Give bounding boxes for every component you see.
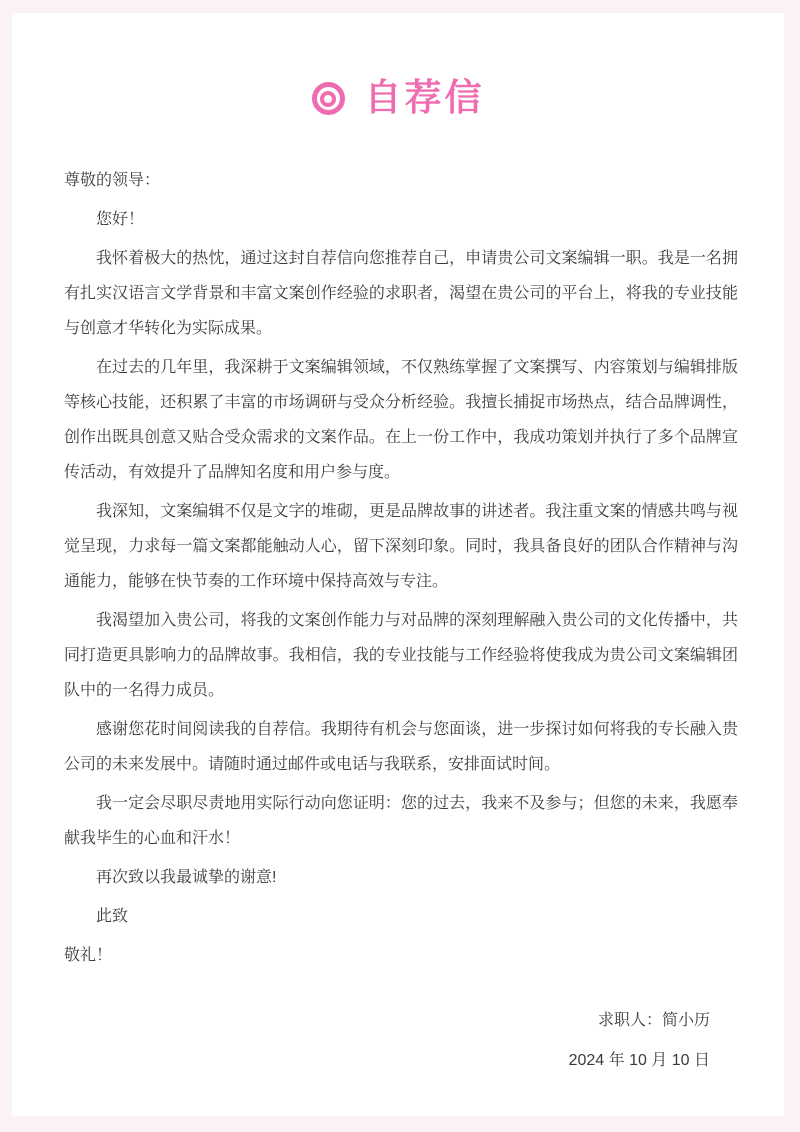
title-row (12, 77, 784, 118)
letter-paragraph: 我怀着极大的热忱，通过这封自荐信向您推荐自己，申请贵公司文案编辑一职。我是一名拥有扎实汉语言文学背景和丰富文案创作经验的求职者，渴望在贵公司的平台上，将我的专业技能与创意才华转化为实际成果。 (64, 250, 738, 337)
page-title: 自荐信 (364, 77, 485, 118)
letter-page (12, 13, 784, 1116)
greeting: 您好！ (96, 211, 145, 228)
signature-block (12, 1003, 784, 1078)
closing-cizhi: 此致 (96, 908, 129, 925)
letter-paragraph: 在过去的几年里，我深耕于文案编辑领域，不仅熟练掌握了文案撰写、内容策划与编辑排版等核心技能，还积累了丰富的市场调研与受众分析经验。我擅长捕捉市场热点，结合品牌调性，创作出既具创意又贴合受众需求的文案作品。在上一份工作中，我成功策划并执行了多个品牌宣传活动，有效提升了品牌知名度和用户参与度。 (64, 359, 738, 481)
letter-paragraph: 感谢您花时间阅读我的自荐信。我期待有机会与您面谈，进一步探讨如何将我的专长融入贵公司的未来发展中。请随时通过邮件或电话与我联系，安排面试时间。 (64, 721, 738, 773)
letter-paragraph: 我渴望加入贵公司，将我的文案创作能力与对品牌的深刻理解融入贵公司的文化传播中，共同打造更具影响力的品牌故事。我相信，我的专业技能与工作经验将使我成为贵公司文案编辑团队中的一名得力成员。 (64, 612, 738, 699)
letter-paragraph: 我深知，文案编辑不仅是文字的堆砌，更是品牌故事的讲述者。我注重文案的情感共鸣与视觉呈现，力求每一篇文案都能触动人心，留下深刻印象。同时，我具备良好的团队合作精神与沟通能力，能够在快节奏的工作环境中保持高效与专注。 (64, 503, 738, 590)
letter-paragraph: 我一定会尽职尽责地用实际行动向您证明：您的过去，我来不及参与；但您的未来，我愿奉献我毕生的心血和汗水！ (64, 795, 738, 847)
letter-body (12, 163, 784, 973)
thanks-line: 再次致以我最诚挚的谢意! (96, 869, 277, 886)
letter-date: 2024 年 10 月 10 日 (568, 1052, 710, 1069)
closing-jingli: 敬礼！ (64, 947, 113, 964)
applicant-name: 求职人：简小历 (597, 1012, 710, 1029)
salutation: 尊敬的领导： (64, 172, 161, 189)
bullseye-icon (312, 82, 345, 115)
